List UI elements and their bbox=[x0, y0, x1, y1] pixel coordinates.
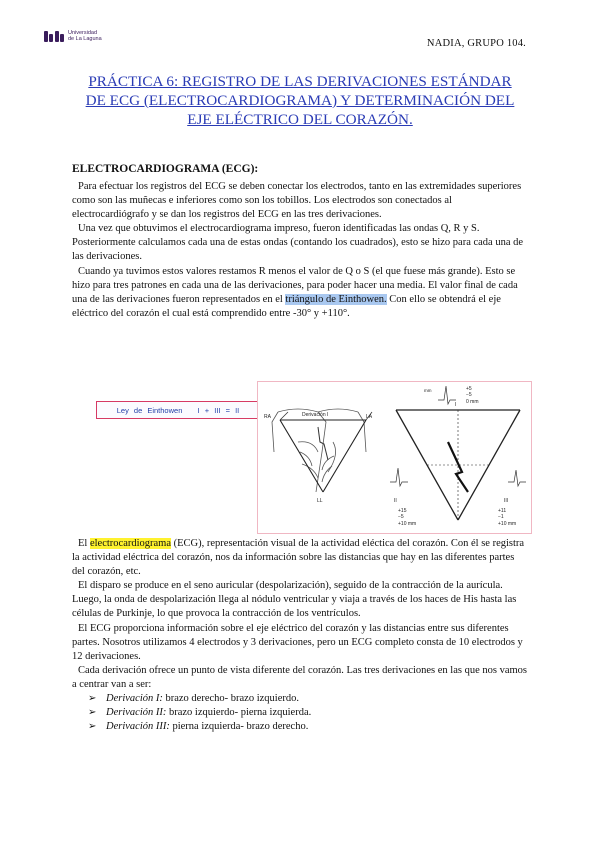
mm-label: mm bbox=[424, 388, 432, 393]
calc-top-3: 0 mm bbox=[466, 399, 479, 405]
calc-top-2: −5 bbox=[466, 392, 472, 398]
paragraph-1: Para efectuar los registros del ECG se deben conectar los electrodos, tanto en las extremidades superiores como son las muñecas e inferiores como son los tobillos. Los electrodos son conectados al electrocardiógrafo y se dan los registros del ECG en las tres derivaciones. bbox=[72, 181, 522, 221]
list-item: ➢ Derivación II: brazo izquierdo- pierna izquierda. bbox=[88, 706, 528, 720]
formula-equation: I + III = II bbox=[197, 405, 240, 415]
logo-line-2: de La Laguna bbox=[68, 36, 102, 42]
einthoven-triangle-figure bbox=[257, 381, 532, 534]
calc-left-3: +10 mm bbox=[398, 521, 417, 527]
university-logo bbox=[44, 30, 102, 42]
body-text bbox=[72, 537, 528, 734]
ll-label: LL bbox=[317, 498, 323, 504]
ecg-trace-right bbox=[508, 470, 526, 486]
calc-left-2: −5 bbox=[398, 514, 404, 520]
paragraph-5: El disparo se produce en el seno auricular (despolarización), seguido de la contracción de la aurícula. Luego, la onda de despolarización llega al nódulo ventricular y viaja a través de los haces de His hasta las células de Purkinje, lo que provoca la contracción de los ventrículos. bbox=[72, 580, 517, 620]
lead-triangle-left bbox=[280, 420, 366, 492]
paragraph-4: El electrocardiograma (ECG), representación visual de la actividad eléctica del corazón. Con él se registra la actividad eléctrica del corazón, nos da información sobre las distancias que hay en las diferentes partes del corazón, etc. bbox=[72, 538, 525, 578]
formula-label: Ley de Einthowen bbox=[116, 405, 183, 415]
ecg-trace-left bbox=[390, 468, 408, 486]
einthoven-law-box bbox=[96, 401, 260, 419]
la-label: LA bbox=[366, 414, 373, 420]
intro-text bbox=[72, 180, 528, 321]
list-item: ➢ Derivación III: pierna izquierda- brazo derecho. bbox=[88, 720, 528, 734]
torso-sketch bbox=[272, 409, 366, 492]
lead-i-roman: I bbox=[455, 402, 457, 408]
paragraph-6: El ECG proporciona información sobre el eje eléctrico del corazón y las distancias entre sus diferentes partes. Nosotros utilizamos 4 electrodos y 3 derivaciones, pero un ECG completo consta de 10 electrodos y 12 derivaciones. bbox=[72, 622, 523, 662]
lead-iii-label: III bbox=[504, 498, 509, 504]
paragraph-3: Cuando ya tuvimos estos valores restamos R menos el valor de Q o S (el que fuese más grande). Esto se hizo para tres patrones en cada una de las derivaciones, para poder hacer una media. El valor final de cada una de las derivaciones fueron representados en el triángulo de Einthowen. Con ello se obtendrá el eje eléctrico del corazón el cual está comprendido entre -30° y +110°. bbox=[72, 265, 518, 319]
page-title: PRÁCTICA 6: REGISTRO DE LAS DERIVACIONES ESTÁNDAR DE ECG (ELECTROCARDIOGRAMA) Y DETERMINACIÓN DEL EJE ELÉCTRICO DEL CORAZÓN. bbox=[85, 73, 515, 128]
author-label: NADIA, GRUPO 104. bbox=[426, 38, 526, 49]
lead-ii-label: II bbox=[394, 498, 397, 504]
logo-line-1: Universidad bbox=[68, 30, 98, 36]
arrow-bullet-icon: ➢ bbox=[88, 721, 97, 733]
arrow-bullet-icon: ➢ bbox=[88, 707, 97, 719]
ecg-highlight: electrocardiograma bbox=[89, 538, 172, 549]
paragraph-7: Cada derivación ofrece un punto de vista diferente del corazón. Las tres derivaciones en las que nos vamos a centrar van a ser: bbox=[72, 664, 527, 690]
calc-left-1: +15 bbox=[398, 508, 407, 514]
list-item: ➢ Derivación I: brazo derecho- brazo izquierdo. bbox=[88, 692, 528, 706]
einthoven-highlight: triángulo de Einthowen. bbox=[285, 293, 387, 305]
calc-right-1: +11 bbox=[498, 508, 507, 514]
derivations-list bbox=[72, 692, 528, 734]
paragraph-2: Una vez que obtuvimos el electrocardiograma impreso, fueron identificadas las ondas Q, R y S. Posteriormente calculamos cada una de estas ondas (contando los cuadrados), esto se hizo para cada una de las derivaciones. bbox=[72, 223, 524, 263]
calc-right-2: −1 bbox=[498, 514, 504, 520]
section-heading: ELECTROCARDIOGRAMA (ECG): bbox=[72, 163, 259, 175]
lead-i-label: Derivación I bbox=[302, 412, 329, 418]
ra-label: RA bbox=[264, 414, 271, 420]
einthoven-diagram bbox=[258, 382, 531, 533]
calc-top-1: +5 bbox=[466, 386, 472, 392]
ecg-trace-top bbox=[438, 386, 456, 404]
university-logo-icon bbox=[44, 31, 64, 42]
calc-right-3: +10 mm bbox=[498, 521, 517, 527]
arrow-bullet-icon: ➢ bbox=[88, 693, 97, 705]
